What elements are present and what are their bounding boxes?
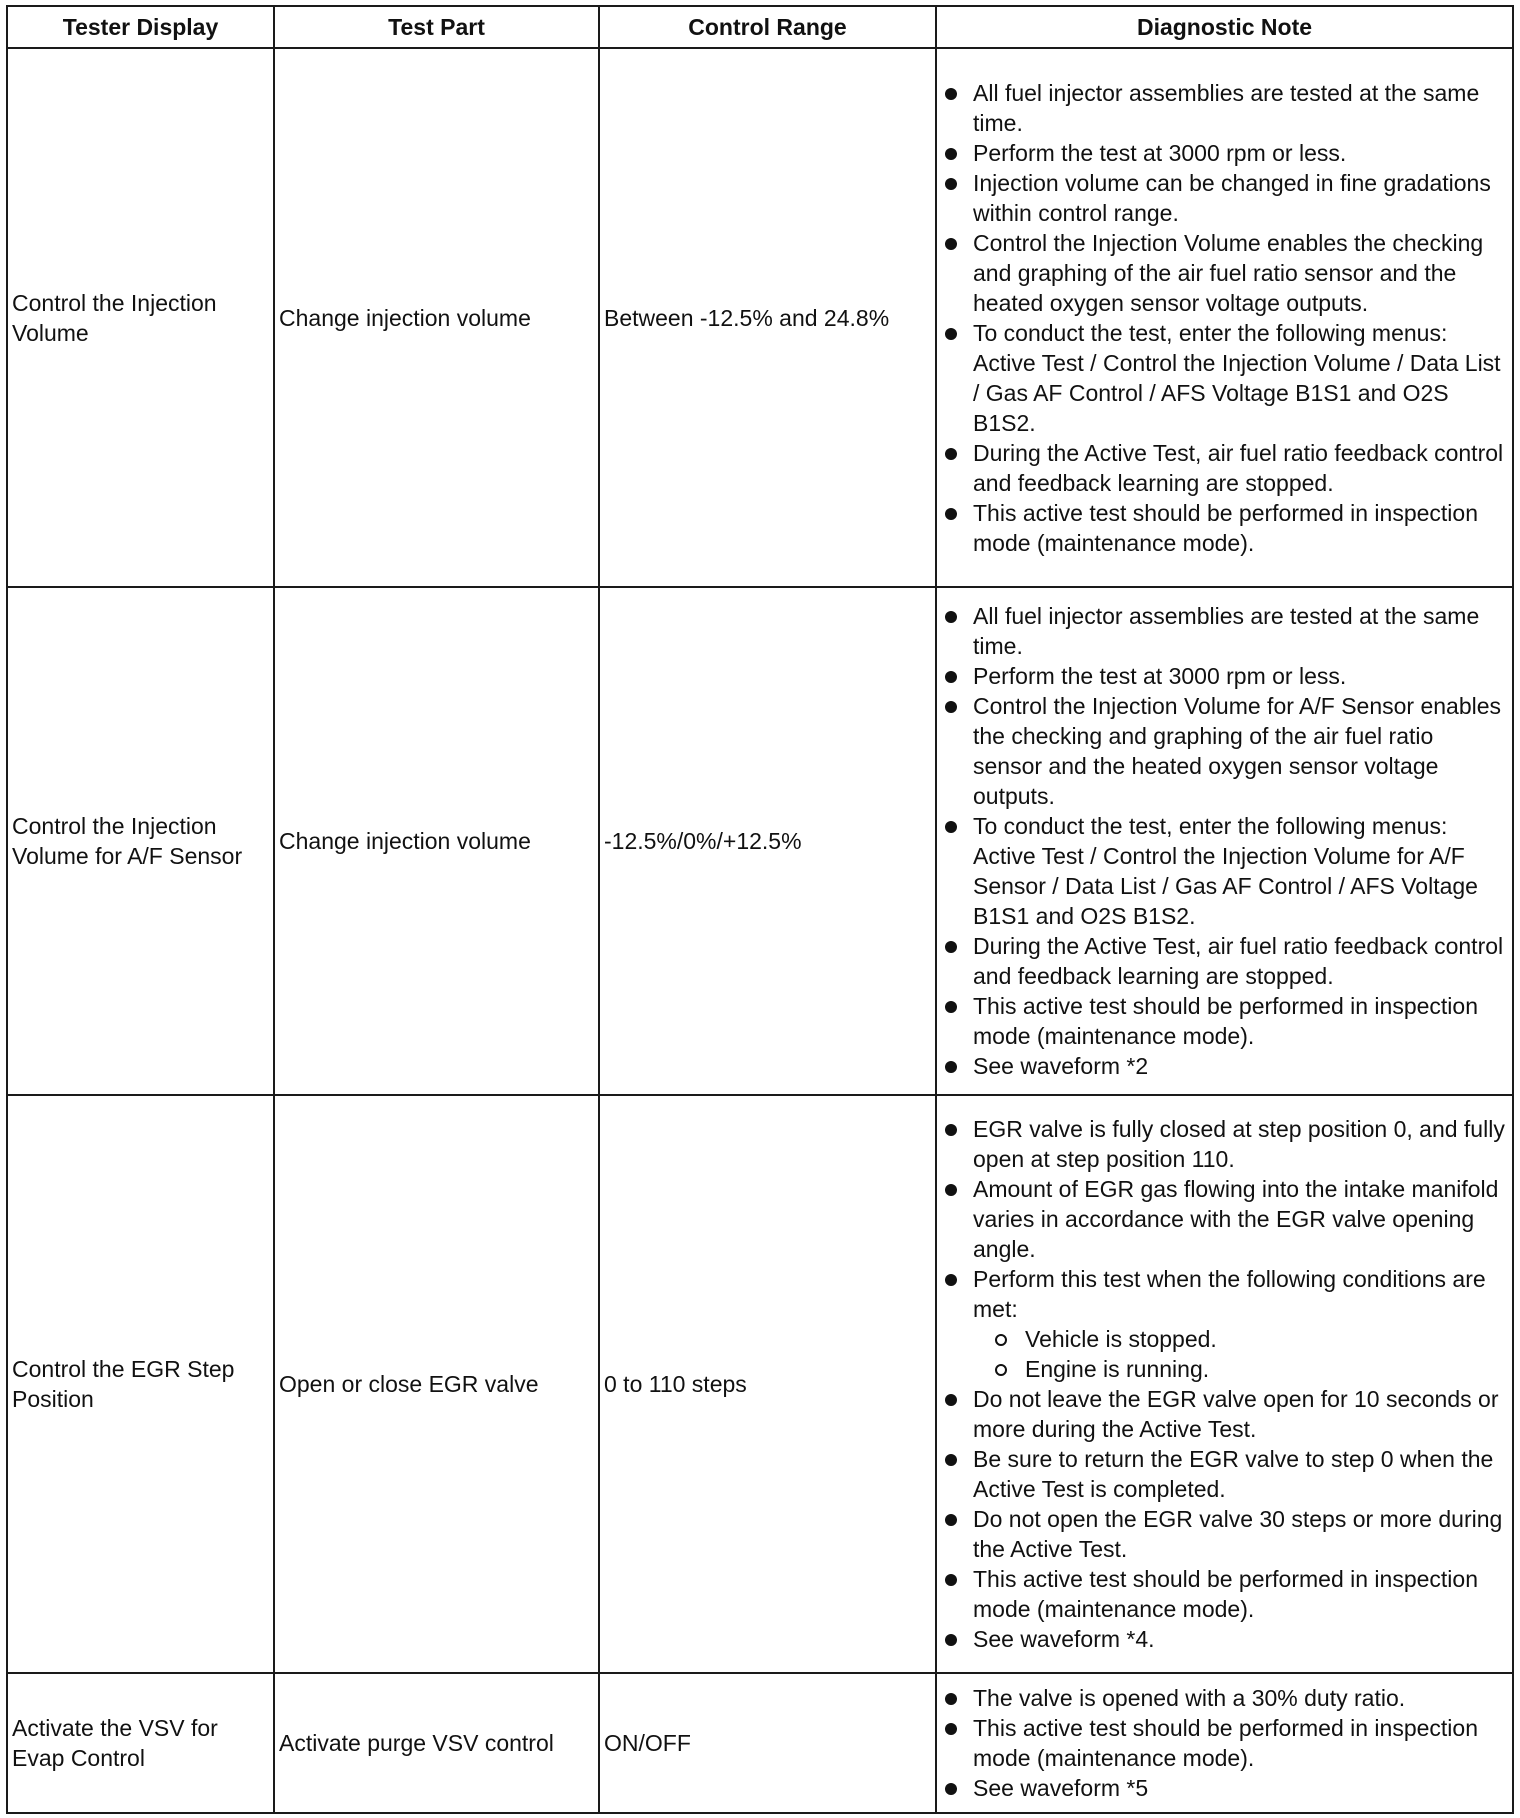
- note-item: This active test should be performed in inspection mode (maintenance mode).: [941, 498, 1508, 558]
- note-item-conditions: [941, 1264, 1508, 1384]
- note-item: Control the Injection Volume enables the checking and graphing of the air fuel ratio sensor and the heated oxygen sensor voltage outputs.: [941, 228, 1508, 318]
- test-part-cell: Change injection volume: [274, 48, 599, 587]
- condition-item: Engine is running.: [975, 1354, 1508, 1384]
- table-row: [7, 1673, 1513, 1813]
- note-item: All fuel injector assemblies are tested at the same time.: [941, 601, 1508, 661]
- table-row: [7, 587, 1513, 1095]
- test-part-cell: Activate purge VSV control: [274, 1673, 599, 1813]
- note-item: To conduct the test, enter the following menus: Active Test / Control the Injection Volume for A/F Sensor / Data List / Gas AF Control / AFS Voltage B1S1 and O2S B1S2.: [941, 811, 1508, 931]
- header-tester-display: Tester Display: [7, 6, 274, 48]
- tester-display-cell: Control the Injection Volume: [7, 48, 274, 587]
- control-range-cell: ON/OFF: [599, 1673, 936, 1813]
- note-list: [941, 1114, 1508, 1654]
- header-test-part: Test Part: [274, 6, 599, 48]
- note-item: Perform the test at 3000 rpm or less.: [941, 138, 1508, 168]
- note-item: See waveform *4.: [941, 1624, 1508, 1654]
- note-item: This active test should be performed in inspection mode (maintenance mode).: [941, 1564, 1508, 1624]
- tester-display-cell: Control the EGR Step Position: [7, 1095, 274, 1673]
- control-range-cell: Between -12.5% and 24.8%: [599, 48, 936, 587]
- table-row: [7, 48, 1513, 587]
- active-test-table: [6, 5, 1514, 1814]
- note-item: See waveform *5: [941, 1773, 1508, 1803]
- diagnostic-note-cell: [936, 587, 1513, 1095]
- note-item: See waveform *2: [941, 1051, 1508, 1081]
- note-item: The valve is opened with a 30% duty ratio.: [941, 1683, 1508, 1713]
- note-item: Injection volume can be changed in fine gradations within control range.: [941, 168, 1508, 228]
- note-item: During the Active Test, air fuel ratio feedback control and feedback learning are stopped.: [941, 438, 1508, 498]
- tester-display-cell: Activate the VSV for Evap Control: [7, 1673, 274, 1813]
- note-item: This active test should be performed in inspection mode (maintenance mode).: [941, 1713, 1508, 1773]
- note-text: Perform this test when the following conditions are met:: [973, 1266, 1486, 1322]
- diagnostic-note-cell: [936, 48, 1513, 587]
- note-list: [941, 601, 1508, 1081]
- header-diagnostic-note: Diagnostic Note: [936, 6, 1513, 48]
- note-item: Perform the test at 3000 rpm or less.: [941, 661, 1508, 691]
- note-item: Do not open the EGR valve 30 steps or more during the Active Test.: [941, 1504, 1508, 1564]
- header-control-range: Control Range: [599, 6, 936, 48]
- control-range-cell: 0 to 110 steps: [599, 1095, 936, 1673]
- note-list: [941, 78, 1508, 558]
- note-item: To conduct the test, enter the following menus: Active Test / Control the Injection Volume / Data List / Gas AF Control / AFS Voltage B1S1 and O2S B1S2.: [941, 318, 1508, 438]
- note-item: Do not leave the EGR valve open for 10 seconds or more during the Active Test.: [941, 1384, 1508, 1444]
- test-part-cell: Change injection volume: [274, 587, 599, 1095]
- note-item: Amount of EGR gas flowing into the intake manifold varies in accordance with the EGR valve opening angle.: [941, 1174, 1508, 1264]
- condition-item: Vehicle is stopped.: [975, 1324, 1508, 1354]
- note-item: Be sure to return the EGR valve to step 0 when the Active Test is completed.: [941, 1444, 1508, 1504]
- test-part-cell: Open or close EGR valve: [274, 1095, 599, 1673]
- diagnostic-note-cell: [936, 1673, 1513, 1813]
- note-item: All fuel injector assemblies are tested at the same time.: [941, 78, 1508, 138]
- note-item: This active test should be performed in inspection mode (maintenance mode).: [941, 991, 1508, 1051]
- control-range-cell: -12.5%/0%/+12.5%: [599, 587, 936, 1095]
- note-list: [941, 1683, 1508, 1803]
- condition-list: [973, 1324, 1508, 1384]
- note-item: Control the Injection Volume for A/F Sensor enables the checking and graphing of the air fuel ratio sensor and the heated oxygen sensor voltage outputs.: [941, 691, 1508, 811]
- header-row: [7, 6, 1513, 48]
- note-item: EGR valve is fully closed at step position 0, and fully open at step position 110.: [941, 1114, 1508, 1174]
- note-item: During the Active Test, air fuel ratio feedback control and feedback learning are stopped.: [941, 931, 1508, 991]
- diagnostic-note-cell: [936, 1095, 1513, 1673]
- table-row: [7, 1095, 1513, 1673]
- tester-display-cell: Control the Injection Volume for A/F Sensor: [7, 587, 274, 1095]
